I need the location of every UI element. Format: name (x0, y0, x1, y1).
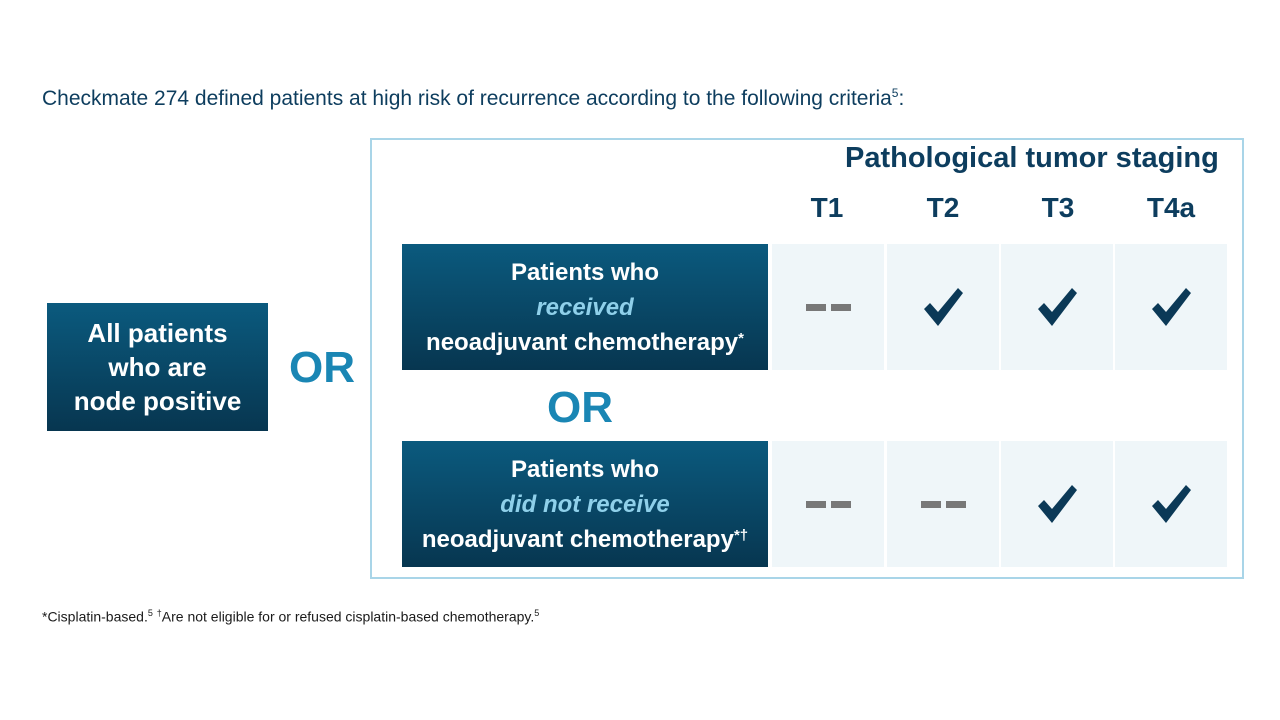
cell-not-received-t4a (1115, 441, 1227, 567)
all-patients-line-2: who are (108, 352, 207, 382)
row-label-marks: *† (733, 526, 749, 544)
row-label-line-1: Patients who (510, 455, 660, 483)
check-icon (1035, 285, 1079, 329)
all-patients-line-1: All patients (87, 318, 228, 348)
column-header-t3: T3 (1041, 192, 1075, 223)
column-header-t2: T2 (926, 192, 960, 223)
row-label-line-3 (426, 325, 744, 360)
footnote-dagger: † (156, 608, 162, 618)
row-label-emphasis: received (536, 293, 634, 321)
row-label-line-3-text: neoadjuvant chemotherapy (426, 328, 739, 356)
heading-suffix: : (898, 87, 905, 110)
cell-not-received-t3 (1001, 441, 1113, 567)
or-label-left: OR (289, 343, 355, 392)
check-icon (1149, 482, 1193, 526)
row-label-did-not-receive (402, 441, 768, 567)
column-header-t1: T1 (810, 192, 844, 223)
footnote-part-3: Are not eligible for or refused cisplatin-based chemotherapy. (161, 608, 535, 625)
cell-received-t2 (887, 244, 999, 370)
cell-received-t4a (1115, 244, 1227, 370)
footnote (42, 608, 539, 625)
cell-not-received-t1 (772, 441, 884, 567)
footnote-part-1: *Cisplatin-based. (42, 608, 148, 625)
cell-received-t3 (1001, 244, 1113, 370)
check-icon (921, 285, 965, 329)
page-heading (42, 86, 904, 111)
check-icon (1035, 482, 1079, 526)
row-label-line-3 (422, 522, 748, 557)
heading-superscript: 5 (891, 86, 899, 100)
dash-icon (806, 304, 851, 311)
footnote-sup-2: 5 (534, 608, 540, 618)
dash-icon (921, 501, 966, 508)
staging-title: Pathological tumor staging (845, 142, 1219, 174)
row-label-emphasis: did not receive (500, 490, 670, 518)
row-label-line-1: Patients who (510, 258, 660, 286)
cell-not-received-t2 (887, 441, 999, 567)
check-icon (1149, 285, 1193, 329)
heading-text: Checkmate 274 defined patients at high risk of recurrence according to the following criteria (42, 87, 892, 110)
row-label-marks: * (738, 329, 744, 347)
column-header-t4a: T4a (1146, 192, 1196, 223)
footnote-sup-1: 5 (147, 608, 153, 618)
or-label-middle: OR (547, 383, 613, 432)
row-label-received (402, 244, 768, 370)
cell-received-t1 (772, 244, 884, 370)
all-patients-line-3: node positive (73, 386, 242, 416)
row-label-line-3-text: neoadjuvant chemotherapy (421, 525, 734, 553)
all-patients-box (47, 303, 268, 431)
dash-icon (806, 501, 851, 508)
